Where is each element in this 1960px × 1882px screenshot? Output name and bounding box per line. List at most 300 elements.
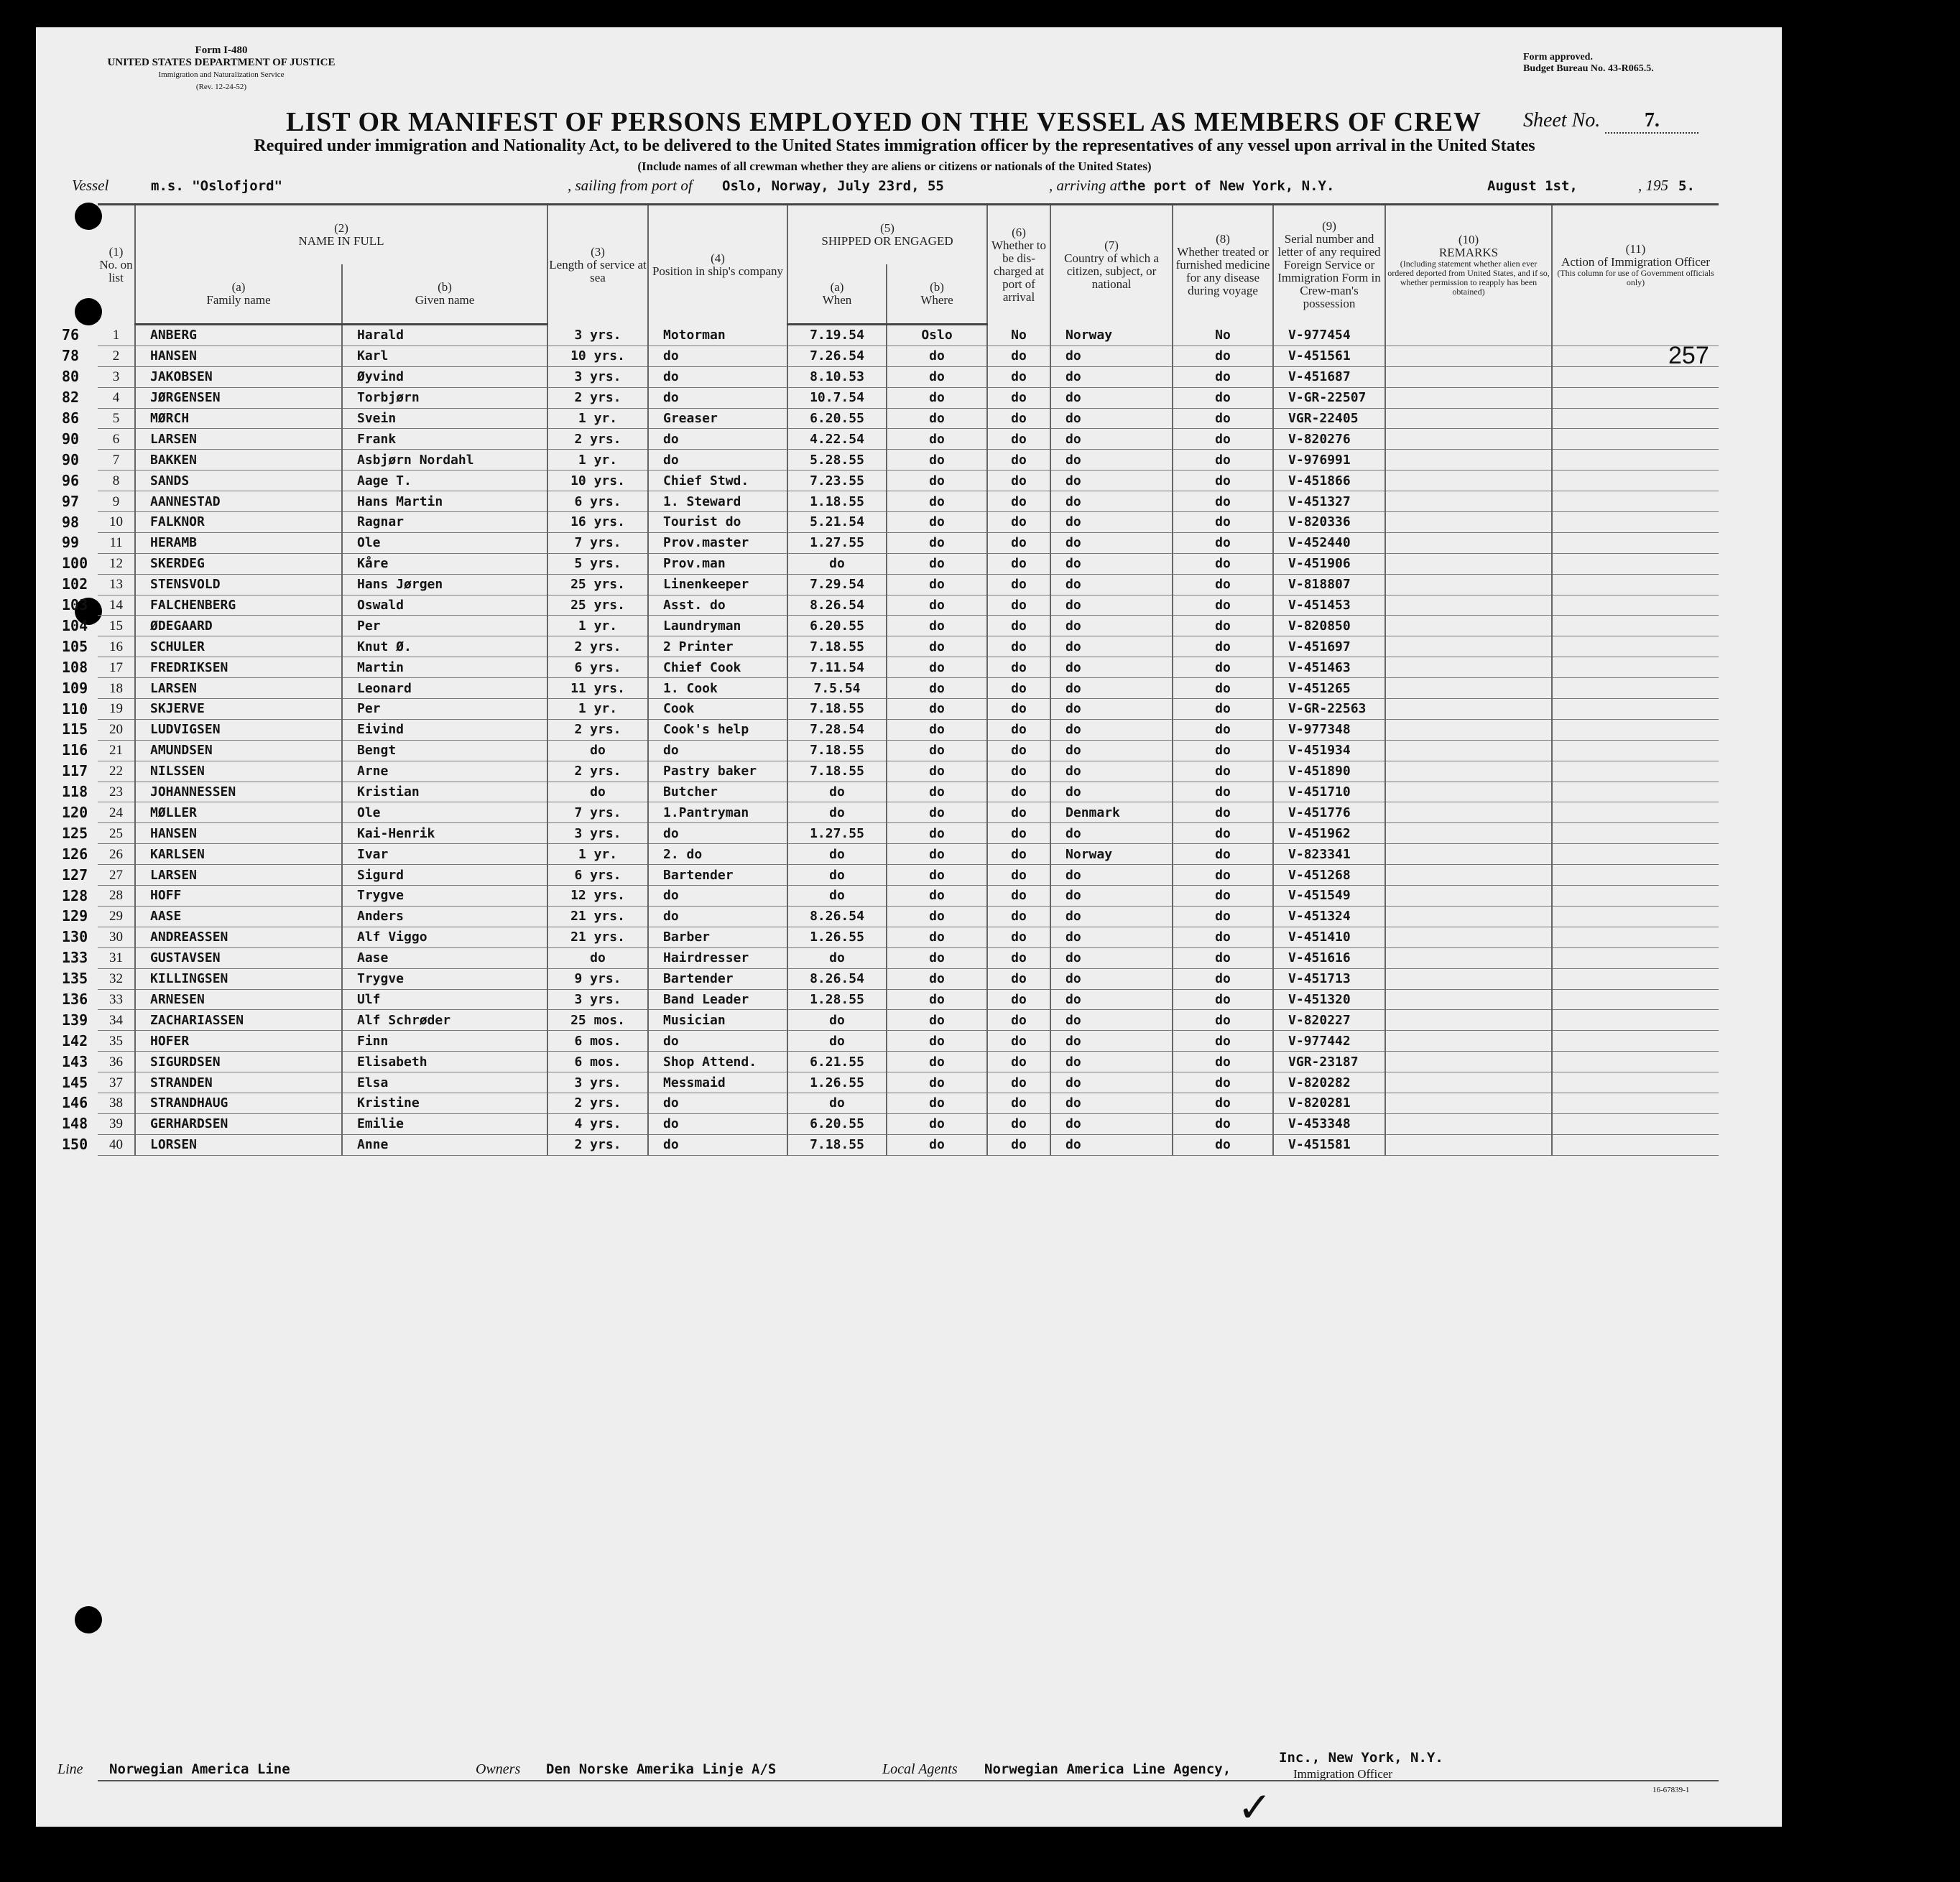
treated: do (1173, 678, 1273, 699)
table-row (98, 947, 1719, 968)
official-action (1552, 387, 1719, 408)
family-name: MØRCH (135, 408, 342, 429)
treated: do (1173, 886, 1273, 907)
given-name: Ragnar (342, 512, 547, 533)
line-label: Line (57, 1761, 83, 1777)
shipped-where: Oslo (887, 325, 987, 346)
col-shipped-header: (5) SHIPPED OR ENGAGED (787, 205, 987, 265)
col-country-header: (7) Country of which a citizen, subject, or national (1050, 205, 1173, 325)
serial-number: V-451268 (1273, 865, 1385, 886)
serial-number: V-820281 (1273, 1093, 1385, 1113)
given-name: Knut Ø. (342, 636, 547, 657)
row-number: 40 (98, 1134, 135, 1155)
country: do (1050, 387, 1173, 408)
table-row (98, 1031, 1719, 1052)
discharged: do (987, 450, 1050, 470)
remarks (1385, 450, 1552, 470)
family-name: STRANDEN (135, 1072, 342, 1093)
country: do (1050, 906, 1173, 927)
length-of-service: 6 mos. (547, 1052, 648, 1072)
shipped-when: 1.26.55 (787, 1072, 887, 1093)
official-action (1552, 947, 1719, 968)
given-name: Eivind (342, 719, 547, 740)
serial-number: V-451713 (1273, 968, 1385, 989)
position: Bartender (648, 968, 787, 989)
treated: do (1173, 761, 1273, 782)
given-name: Trygve (342, 886, 547, 907)
position: Pastry baker (648, 761, 787, 782)
official-action (1552, 968, 1719, 989)
given-name: Trygve (342, 968, 547, 989)
given-name: Asbjørn Nordahl (342, 450, 547, 470)
year-value: 5. (1678, 178, 1695, 194)
row-number: 23 (98, 782, 135, 802)
shipped-when: 7.18.55 (787, 636, 887, 657)
treated: do (1173, 346, 1273, 366)
print-number: 16-67839-1 (1652, 1786, 1690, 1794)
shipped-when: 5.21.54 (787, 512, 887, 533)
country: Norway (1050, 325, 1173, 346)
shipped-where: do (887, 678, 987, 699)
length-of-service: 10 yrs. (547, 346, 648, 366)
shipped-where: do (887, 532, 987, 553)
position: 1. Steward (648, 491, 787, 512)
table-row (98, 719, 1719, 740)
shipped-when: 4.22.54 (787, 429, 887, 450)
family-name: LUDVIGSEN (135, 719, 342, 740)
col-action-header: (11) Action of Immigration Officer (This column for use of Government officials only) (1557, 241, 1714, 287)
discharged: do (987, 657, 1050, 678)
discharged: do (987, 844, 1050, 865)
family-name: SCHULER (135, 636, 342, 657)
country: do (1050, 1072, 1173, 1093)
length-of-service: 12 yrs. (547, 886, 648, 907)
official-action (1552, 532, 1719, 553)
remarks (1385, 1093, 1552, 1113)
table-row (98, 740, 1719, 761)
position: do (648, 823, 787, 844)
discharged: do (987, 1093, 1050, 1113)
discharged: do (987, 947, 1050, 968)
position: do (648, 1031, 787, 1052)
official-action (1552, 1010, 1719, 1031)
discharged: do (987, 595, 1050, 616)
table-row (98, 553, 1719, 574)
position: Bartender (648, 865, 787, 886)
col-service-header: (3) Length of service at sea (547, 205, 648, 325)
remarks (1385, 595, 1552, 616)
shipped-where: do (887, 491, 987, 512)
row-number: 10 (98, 512, 135, 533)
given-name: Ole (342, 802, 547, 823)
official-action (1552, 512, 1719, 533)
row-tag: 109 (62, 679, 88, 697)
shipped-where: do (887, 1134, 987, 1155)
row-tag: 115 (62, 720, 88, 738)
punch-hole (75, 1606, 102, 1633)
position: do (648, 450, 787, 470)
treated: do (1173, 1010, 1273, 1031)
official-action (1552, 1031, 1719, 1052)
discharged: do (987, 1072, 1050, 1093)
treated: do (1173, 699, 1273, 720)
row-tag: 117 (62, 762, 88, 780)
remarks (1385, 782, 1552, 802)
length-of-service: 2 yrs. (547, 719, 648, 740)
shipped-where: do (887, 906, 987, 927)
length-of-service: 2 yrs. (547, 761, 648, 782)
official-action (1552, 595, 1719, 616)
discharged: do (987, 470, 1050, 491)
table-row (98, 346, 1719, 366)
family-name: LARSEN (135, 865, 342, 886)
length-of-service: 21 yrs. (547, 927, 648, 947)
treated: do (1173, 1093, 1273, 1113)
given-name: Frank (342, 429, 547, 450)
table-row (98, 1072, 1719, 1093)
treated: do (1173, 387, 1273, 408)
discharged: do (987, 1113, 1050, 1134)
treated: do (1173, 512, 1273, 533)
row-number: 18 (98, 678, 135, 699)
serial-number: V-451687 (1273, 366, 1385, 387)
shipped-when: 7.18.55 (787, 699, 887, 720)
row-tag: 90 (62, 450, 80, 468)
given-name: Kristine (342, 1093, 547, 1113)
discharged: do (987, 532, 1050, 553)
treated: do (1173, 450, 1273, 470)
shipped-when: 8.10.53 (787, 366, 887, 387)
row-tag: 125 (62, 824, 88, 842)
shipped-when: do (787, 947, 887, 968)
country: do (1050, 450, 1173, 470)
length-of-service: 25 mos. (547, 1010, 648, 1031)
footer-rule (98, 1780, 1719, 1781)
shipped-when: 6.20.55 (787, 408, 887, 429)
treated: do (1173, 782, 1273, 802)
discharged: do (987, 346, 1050, 366)
family-name: AASE (135, 906, 342, 927)
position: do (648, 346, 787, 366)
crew-table (98, 203, 1719, 1156)
row-number: 33 (98, 989, 135, 1010)
discharged: do (987, 1031, 1050, 1052)
position: Motorman (648, 325, 787, 346)
row-number: 6 (98, 429, 135, 450)
position: do (648, 1134, 787, 1155)
table-row (98, 968, 1719, 989)
length-of-service: 5 yrs. (547, 553, 648, 574)
shipped-where: do (887, 844, 987, 865)
treated: do (1173, 657, 1273, 678)
position: 1. Cook (648, 678, 787, 699)
row-tag: 110 (62, 700, 88, 718)
arrival-date: August 1st, (1487, 178, 1578, 194)
col-given-header: (b) Given name (342, 264, 547, 325)
discharged: do (987, 761, 1050, 782)
serial-number: V-GR-22507 (1273, 387, 1385, 408)
length-of-service: 11 yrs. (547, 678, 648, 699)
remarks (1385, 387, 1552, 408)
shipped-where: do (887, 366, 987, 387)
remarks (1385, 657, 1552, 678)
remarks (1385, 636, 1552, 657)
shipped-when: 7.28.54 (787, 719, 887, 740)
shipped-where: do (887, 429, 987, 450)
shipped-when: 7.19.54 (787, 325, 887, 346)
table-row (98, 1010, 1719, 1031)
row-number: 19 (98, 699, 135, 720)
remarks (1385, 865, 1552, 886)
given-name: Alf Schrøder (342, 1010, 547, 1031)
col-family-header: (a) Family name (135, 264, 342, 325)
official-action (1552, 927, 1719, 947)
shipped-when: do (787, 865, 887, 886)
shipped-when: 10.7.54 (787, 387, 887, 408)
row-tag: 139 (62, 1011, 88, 1029)
remarks (1385, 886, 1552, 907)
position: Prov.man (648, 553, 787, 574)
family-name: KILLINGSEN (135, 968, 342, 989)
row-number: 39 (98, 1113, 135, 1134)
given-name: Alf Viggo (342, 927, 547, 947)
shipped-when: do (787, 886, 887, 907)
family-name: SANDS (135, 470, 342, 491)
position: Chief Stwd. (648, 470, 787, 491)
col-when-header: (a) When (787, 264, 887, 325)
shipped-where: do (887, 782, 987, 802)
row-tag: 108 (62, 658, 88, 676)
official-action (1552, 408, 1719, 429)
row-number: 16 (98, 636, 135, 657)
shipped-where: do (887, 699, 987, 720)
position: Chief Cook (648, 657, 787, 678)
family-name: AANNESTAD (135, 491, 342, 512)
discharged: do (987, 823, 1050, 844)
row-tag: 80 (62, 368, 80, 386)
shipped-where: do (887, 989, 987, 1010)
serial-number: V-451581 (1273, 1134, 1385, 1155)
given-name: Kristian (342, 782, 547, 802)
position: do (648, 740, 787, 761)
shipped-when: 1.28.55 (787, 989, 887, 1010)
official-action (1552, 678, 1719, 699)
given-name: Kåre (342, 553, 547, 574)
given-name: Arne (342, 761, 547, 782)
country: do (1050, 989, 1173, 1010)
position: do (648, 906, 787, 927)
row-tag: 96 (62, 471, 80, 489)
serial-number: V-451561 (1273, 346, 1385, 366)
row-tag: 105 (62, 637, 88, 655)
shipped-when: 6.21.55 (787, 1052, 887, 1072)
treated: do (1173, 906, 1273, 927)
country: do (1050, 947, 1173, 968)
row-number: 11 (98, 532, 135, 553)
remarks (1385, 927, 1552, 947)
remarks (1385, 1010, 1552, 1031)
official-action (1552, 823, 1719, 844)
treated: do (1173, 595, 1273, 616)
country: do (1050, 1134, 1173, 1155)
position: 2 Printer (648, 636, 787, 657)
country: do (1050, 491, 1173, 512)
serial-number: V-451934 (1273, 740, 1385, 761)
treated: do (1173, 844, 1273, 865)
shipped-when: do (787, 844, 887, 865)
col-discharged-header: (6) Whether to be dis-charged at port of arrival (987, 205, 1050, 325)
country: do (1050, 1113, 1173, 1134)
col-remarks-header: (10) REMARKS (Including statement whether alien ever ordered deported from United States, and if so, whether permission to reapply has been obtained) (1385, 205, 1552, 325)
position: do (648, 429, 787, 450)
serial-number: V-451890 (1273, 761, 1385, 782)
official-action (1552, 1113, 1719, 1134)
official-action (1552, 886, 1719, 907)
remarks (1385, 616, 1552, 636)
agents-name: Norwegian America Line Agency, (984, 1761, 1231, 1777)
shipped-where: do (887, 1052, 987, 1072)
shipped-when: 6.20.55 (787, 616, 887, 636)
country: do (1050, 595, 1173, 616)
discharged: do (987, 886, 1050, 907)
remarks (1385, 906, 1552, 927)
country: do (1050, 761, 1173, 782)
shipped-when: 1.26.55 (787, 927, 887, 947)
treated: do (1173, 429, 1273, 450)
length-of-service: 16 yrs. (547, 512, 648, 533)
serial-number: V-451265 (1273, 678, 1385, 699)
department-name: UNITED STATES DEPARTMENT OF JUSTICE (107, 57, 336, 68)
row-tag: 148 (62, 1115, 88, 1133)
page-title: LIST OR MANIFEST OF PERSONS EMPLOYED ON THE VESSEL AS MEMBERS OF CREW (286, 107, 1481, 137)
given-name: Ulf (342, 989, 547, 1010)
approval-note: Form approved. Budget Bureau No. 43-R065.5. (1523, 52, 1654, 74)
family-name: JAKOBSEN (135, 366, 342, 387)
family-name: FALCHENBERG (135, 595, 342, 616)
length-of-service: do (547, 947, 648, 968)
table-row (98, 366, 1719, 387)
table-row (98, 532, 1719, 553)
family-name: ARNESEN (135, 989, 342, 1010)
position: Linenkeeper (648, 574, 787, 595)
arriving-label: , arriving at (1049, 177, 1122, 194)
table-row (98, 512, 1719, 533)
country: do (1050, 699, 1173, 720)
family-name: STENSVOLD (135, 574, 342, 595)
official-action (1552, 989, 1719, 1010)
serial-number: V-451453 (1273, 595, 1385, 616)
row-tag: 98 (62, 513, 80, 531)
official-action (1552, 740, 1719, 761)
length-of-service: 2 yrs. (547, 429, 648, 450)
length-of-service: 2 yrs. (547, 387, 648, 408)
remarks (1385, 947, 1552, 968)
row-tag: 127 (62, 866, 88, 884)
table-row (98, 886, 1719, 907)
serial-number: V-977454 (1273, 325, 1385, 346)
family-name: JØRGENSEN (135, 387, 342, 408)
shipped-where: do (887, 387, 987, 408)
shipped-where: do (887, 1093, 987, 1113)
treated: do (1173, 1031, 1273, 1052)
remarks (1385, 1113, 1552, 1134)
given-name: Per (342, 699, 547, 720)
discharged: do (987, 1134, 1050, 1155)
row-number: 13 (98, 574, 135, 595)
shipped-where: do (887, 470, 987, 491)
official-action (1552, 636, 1719, 657)
shipped-where: do (887, 1072, 987, 1093)
table-row (98, 1134, 1719, 1155)
shipped-where: do (887, 865, 987, 886)
country: do (1050, 408, 1173, 429)
length-of-service: 21 yrs. (547, 906, 648, 927)
treated: do (1173, 719, 1273, 740)
row-number: 31 (98, 947, 135, 968)
position: Messmaid (648, 1072, 787, 1093)
row-number: 7 (98, 450, 135, 470)
service-name: Immigration and Naturalization Service (158, 70, 285, 79)
voyage-line (0, 177, 1746, 198)
row-tag: 90 (62, 430, 80, 448)
family-name: GUSTAVSEN (135, 947, 342, 968)
row-tag: 142 (62, 1032, 88, 1049)
country: do (1050, 678, 1173, 699)
col-where-header: (b) Where (887, 264, 987, 325)
row-tag: 150 (62, 1136, 88, 1154)
official-action (1552, 865, 1719, 886)
official-action (1552, 470, 1719, 491)
remarks (1385, 470, 1552, 491)
shipped-when: 7.29.54 (787, 574, 887, 595)
given-name: Martin (342, 657, 547, 678)
checkmark-icon: ✓ (1237, 1784, 1272, 1831)
length-of-service: 1 yr. (547, 408, 648, 429)
treated: do (1173, 968, 1273, 989)
given-name: Anne (342, 1134, 547, 1155)
length-of-service: 2 yrs. (547, 1134, 648, 1155)
row-number: 14 (98, 595, 135, 616)
position: 1.Pantryman (648, 802, 787, 823)
discharged: do (987, 865, 1050, 886)
treated: do (1173, 636, 1273, 657)
row-number: 22 (98, 761, 135, 782)
length-of-service: 3 yrs. (547, 823, 648, 844)
treated: do (1173, 927, 1273, 947)
shipped-where: do (887, 947, 987, 968)
discharged: do (987, 553, 1050, 574)
remarks (1385, 532, 1552, 553)
remarks (1385, 429, 1552, 450)
serial-number: V-818807 (1273, 574, 1385, 595)
length-of-service: 3 yrs. (547, 1072, 648, 1093)
row-tag: 146 (62, 1094, 88, 1112)
row-tag: 120 (62, 803, 88, 821)
length-of-service: 25 yrs. (547, 595, 648, 616)
country: do (1050, 512, 1173, 533)
shipped-when: 1.27.55 (787, 532, 887, 553)
official-action (1552, 782, 1719, 802)
shipped-where: do (887, 616, 987, 636)
treated: do (1173, 989, 1273, 1010)
country: do (1050, 823, 1173, 844)
given-name: Aase (342, 947, 547, 968)
position: Band Leader (648, 989, 787, 1010)
row-number: 30 (98, 927, 135, 947)
country: do (1050, 1093, 1173, 1113)
table-row (98, 1052, 1719, 1072)
shipped-where: do (887, 740, 987, 761)
